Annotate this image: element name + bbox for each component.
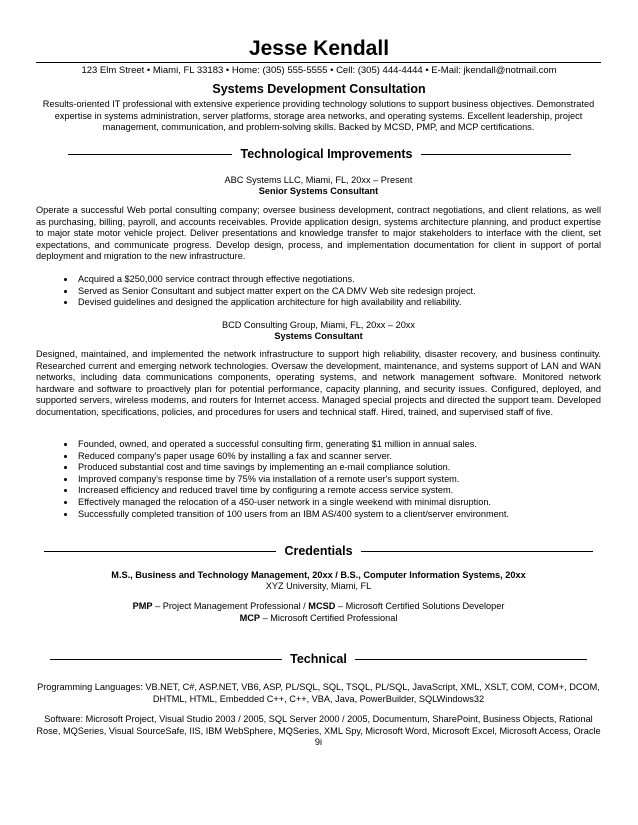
section-title: Technical xyxy=(290,652,347,666)
certification-line xyxy=(36,613,601,625)
list-item: • Increased efficiency and reduced travel time by configuring a remote access service system. xyxy=(76,485,606,497)
list-item: • Acquired a $250,000 service contract through effective negotiations. xyxy=(76,274,606,286)
summary-paragraph: Results-oriented IT professional with extensive experience providing technology solutions to support business objectives. Demonstrated expertise in systems administration, server platforms, storage area networks, and operating systems. Excellent leadership, project management, communication, and problem-solving skills. Backed by MCSD, PMP, and MCP certifications. xyxy=(42,99,595,133)
cert-text: – Microsoft Certified Solutions Developer xyxy=(335,601,505,611)
list-item: • Founded, owned, and operated a successful consulting firm, generating $1 million in annual sales. xyxy=(76,439,606,451)
list-item: • Served as Senior Consultant and subject matter expert on the CA DMV Web site redesign project. xyxy=(76,286,606,298)
job-description: Designed, maintained, and implemented the network infrastructure to support high reliability, disaster recovery, and business continuity. Researched current and emerging network technologies. Oversaw the development, maintenance, and systems support of LAN and WAN networks, including data communications components, operating systems, and network management software. Monitored network hardware and software to proactively plan for potential performance, capacity planning, and security issues. Configured, deployed, and supported servers, wireless modems, and routers for Internet access. Managed special projects and directed the support team. Developed documentation, specifications, policies, and procedures for users and technical staff. Hired, trained, and supervised staff of five. xyxy=(36,349,601,417)
cert-abbr: PMP xyxy=(132,601,153,611)
programming-languages: Programming Languages: VB.NET, C#, ASP.NET, VB6, ASP, PL/SQL, SQL, TSQL, PL/SQL, JavaScript, XML, XSLT, COM, COM+, DCOM, DHTML, HTML, Embedded C++, C++, VBA, Java, PowerBuilder, SQLWindows32 xyxy=(37,682,600,704)
section-rule-right xyxy=(361,551,593,552)
job-role: Systems Consultant xyxy=(274,331,363,341)
list-item: • Improved company's response time by 75% via installation of a remote user's support system. xyxy=(76,474,606,486)
job-employer: ABC Systems LLC, Miami, FL, 20xx – Present xyxy=(224,175,413,185)
section-rule-left xyxy=(50,659,282,660)
list-item: • Devised guidelines and designed the application architecture for high availability and reliability. xyxy=(76,297,606,309)
header-rule xyxy=(36,62,601,63)
list-item: • Reduced company's paper usage 60% by installing a fax and scanner server. xyxy=(76,451,606,463)
cert-abbr: MCSD xyxy=(308,601,336,611)
job-role: Senior Systems Consultant xyxy=(258,186,379,196)
section-heading-technical xyxy=(36,651,601,667)
certification-line xyxy=(36,601,601,613)
school-line: XYZ University, Miami, FL xyxy=(265,581,372,591)
cert-text: – Project Management Professional / xyxy=(152,601,309,611)
cert-text: – Microsoft Certified Professional xyxy=(260,613,398,623)
job-description: Operate a successful Web portal consulting company; oversee business development, contract negotiations, and client relations, as well as purchasing, billing, payroll, and accounts receivables. Provide application design, systems architecture planning, and product expertise to major state motor vehicle project. Deliver presentations and knowledge transfer to major stakeholders to interface with the client, set expectations, and communicate progress. Develop design, process, and implementation documentation for client in support of portal deployment and migration to the new infrastructure. xyxy=(36,205,601,262)
candidate-name: Jesse Kendall xyxy=(248,37,390,60)
resume-headline: Systems Development Consultation xyxy=(212,82,426,96)
section-title: Credentials xyxy=(284,544,353,558)
contact-line: 123 Elm Street • Miami, FL 33183 • Home: (305) 555-5555 • Cell: (305) 444-4444 • E-Mail: jkendall@notmail.com xyxy=(81,65,557,76)
section-title: Technological Improvements xyxy=(240,147,413,161)
section-rule-right xyxy=(355,659,587,660)
section-heading-credentials xyxy=(36,543,601,559)
list-item: • Produced substantial cost and time savings by implementing an e-mail compliance solution. xyxy=(76,462,606,474)
section-rule-left xyxy=(68,154,232,155)
section-rule-right xyxy=(421,154,571,155)
software-list: Software: Microsoft Project, Visual Studio 2003 / 2005, SQL Server 2000 / 2005, Documentum, SharePoint, Business Objects, Rational Rose, MQSeries, Visual SourceSafe, IIS, IBM WebSphere, MQSeries, XML Spy, Microsoft Word, Microsoft Excel, Microsoft Access, Oracle 9i xyxy=(36,714,601,747)
list-item: • Successfully completed transition of 100 users from an IBM AS/400 system to a client/server environment. xyxy=(76,509,606,521)
job-achievements xyxy=(62,439,606,520)
job-achievements xyxy=(62,274,606,309)
section-heading-experience xyxy=(36,146,601,162)
job-employer: BCD Consulting Group, Miami, FL, 20xx – 20xx xyxy=(221,320,415,330)
list-item: • Effectively managed the relocation of a 450-user network in a single weekend with minimal disruption. xyxy=(76,497,606,509)
degree-line: M.S., Business and Technology Management, 20xx / B.S., Computer Information Systems, 20xx xyxy=(111,570,526,580)
section-rule-left xyxy=(44,551,276,552)
cert-abbr: MCP xyxy=(239,613,261,623)
